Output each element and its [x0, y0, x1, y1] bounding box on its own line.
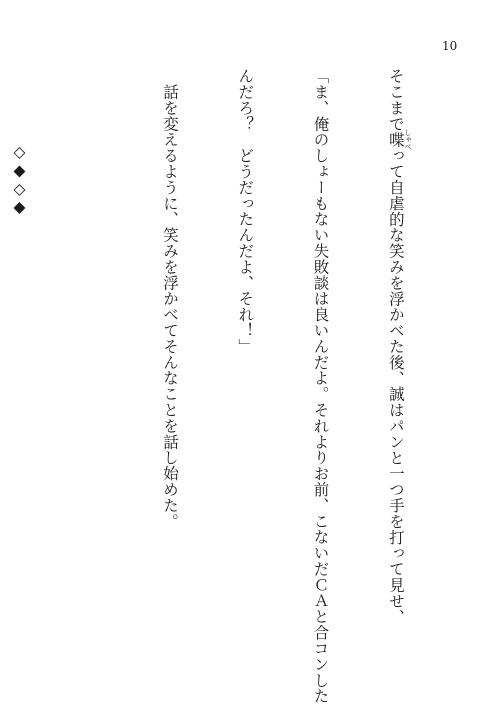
text-line-1: そこまで喋 しゃべって自虐的な笑みを浮かべた後、誠はパンと一つ手を打って見せ、: [386, 68, 412, 625]
page-number: 10: [442, 39, 458, 53]
section-divider: ◇◆◇◆: [10, 143, 29, 217]
text-line-4: 話を変えるように、笑みを浮かべてそんなことを話し始めた。: [160, 68, 179, 530]
body-text: [10, 68, 462, 704]
text-line-3: んだろ？ どうだったんだよ、それ！」: [236, 68, 255, 355]
ruby-shaberu: 喋 しゃべ: [386, 129, 412, 151]
blank-line: [82, 68, 107, 668]
text-line-2: 「ま、俺のしょーもない失敗談は良いんだよ。それよりお前、こないだＣＡと合コンした: [311, 68, 330, 704]
